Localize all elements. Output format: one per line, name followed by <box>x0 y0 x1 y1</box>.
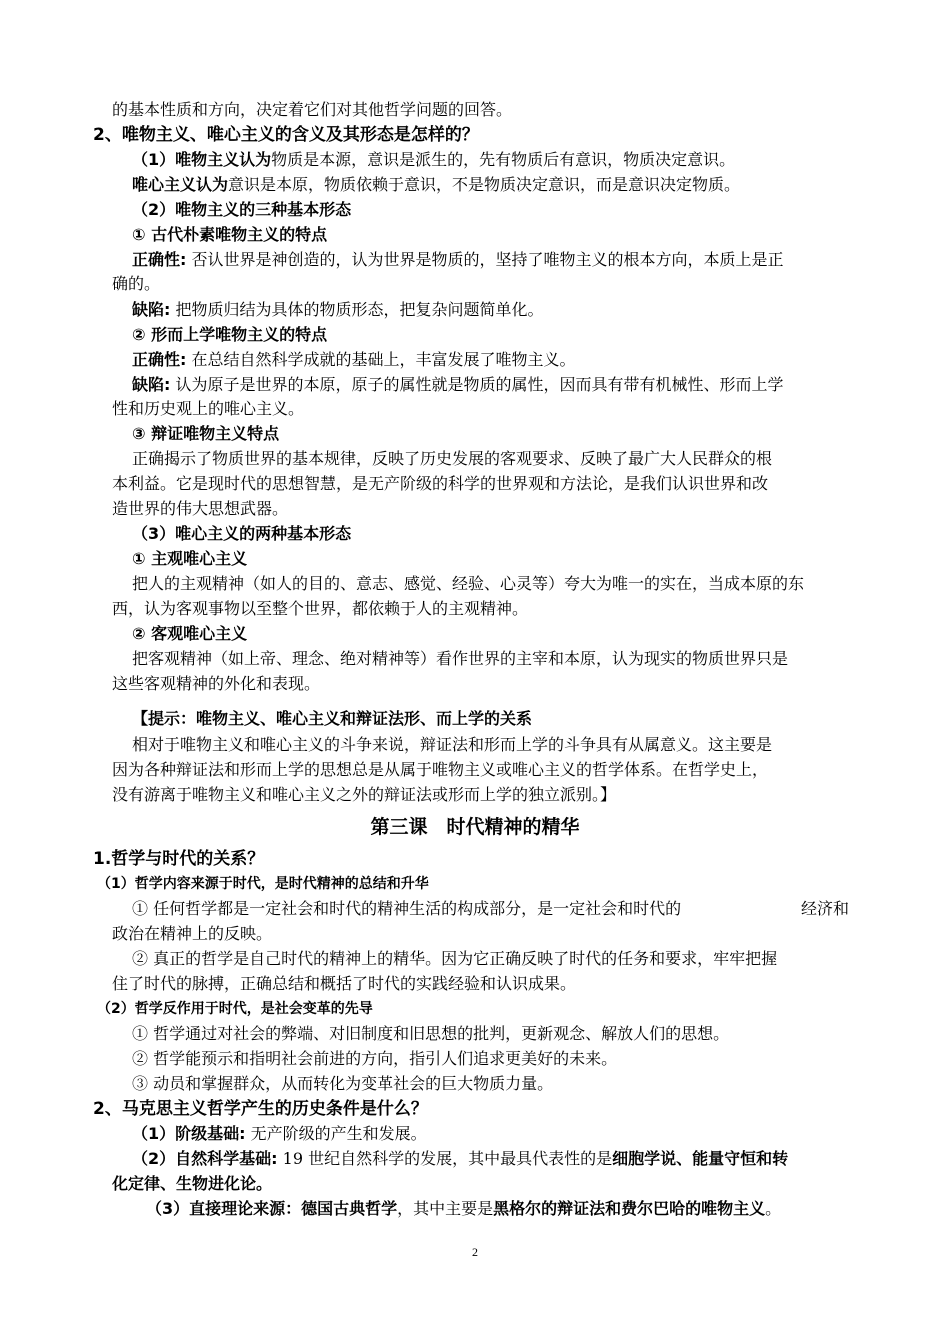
text-line: 因为各种辩证法和形而上学的思想总是从属于唯物主义或唯心主义的哲学体系。在哲学史上， <box>112 760 769 779</box>
sub-heading: （1）哲学内容来源于时代，是时代精神的总结和升华 <box>97 876 429 892</box>
term-label: （2）自然科学基础: <box>132 1149 278 1168</box>
sub-heading: （2）唯物主义的三种基本形态 <box>132 200 352 219</box>
sub-heading: ② 形而上学唯物主义的特点 <box>132 325 328 344</box>
text-line: 把人的主观精神（如人的目的、意志、感觉、经验、心灵等）夸大为唯一的实在，当成本原的东 <box>132 574 805 593</box>
term-label: 正确性: <box>132 350 187 369</box>
term-definition: 把物质归结为具体的物质形态，把复杂问题简单化。 <box>170 300 544 319</box>
text-line: 把客观精神（如上帝、理念、绝对精神等）看作世界的主宰和本原，认为现实的物质世界只是 <box>132 649 789 668</box>
sub-heading: ① 古代朴素唯物主义的特点 <box>132 225 328 244</box>
term-label: 正确性: <box>132 250 187 269</box>
text-segment: 经济和 <box>801 899 850 918</box>
text-line: 的基本性质和方向，决定着它们对其他哲学问题的回答。 <box>112 100 513 119</box>
sub-heading: ③ 辩证唯物主义特点 <box>132 424 280 443</box>
text-line <box>132 148 735 172</box>
question-heading: 2、唯物主义、唯心主义的含义及其形态是怎样的？ <box>93 125 479 145</box>
text-line <box>132 897 681 921</box>
term-label: （3）直接理论来源：德国古典哲学 <box>146 1199 398 1218</box>
text-line <box>132 373 784 397</box>
sub-heading: ① 主观唯心主义 <box>132 549 248 568</box>
text-line: 本利益。它是现时代的思想智慧，是无产阶级的科学的世界观和方法论，是我们认识世界和改 <box>112 474 769 493</box>
term-definition: 物质是本源，意识是派生的，先有物质后有意识，物质决定意识。 <box>271 150 736 169</box>
text-line <box>132 1122 427 1146</box>
text-line: ② 真正的哲学是自己时代的精神上的精华。因为它正确反映了时代的任务和要求，牢牢把握 <box>132 949 778 968</box>
emphasis-text: 化定律、生物进化论。 <box>112 1174 273 1193</box>
text-line <box>132 173 740 197</box>
text-line <box>132 1147 788 1171</box>
text-line: 这些客观精神的外化和表现。 <box>112 674 321 693</box>
text-segment: ，其中主要是 <box>397 1199 494 1218</box>
list-item: ② 哲学能预示和指明社会前进的方向，指引人们追求更美好的未来。 <box>132 1049 618 1068</box>
text-segment: 。 <box>765 1199 782 1218</box>
list-item: ① 哲学通过对社会的弊端、对旧制度和旧思想的批判，更新观念、解放人们的思想。 <box>132 1024 730 1043</box>
page-number: 2 <box>472 1245 478 1259</box>
lesson-title: 第三课 时代精神的精华 <box>370 816 580 838</box>
term-definition: 19 世纪自然科学的发展，其中最具代表性的是 <box>277 1149 613 1168</box>
text-line: 性和历史观上的唯心主义。 <box>112 399 305 418</box>
question-heading: 2、马克思主义哲学产生的历史条件是什么？ <box>93 1099 428 1119</box>
text-line: 确的。 <box>112 274 161 293</box>
text-line: 相对于唯物主义和唯心主义的斗争来说，辩证法和形而上学的斗争具有从属意义。这主要是 <box>132 735 773 754</box>
emphasis-text: 细胞学说、能量守恒和转 <box>612 1149 789 1168</box>
text-line: 西，认为客观事物以至整个世界，都依赖于人的主观精神。 <box>112 599 529 618</box>
term-label: 缺陷: <box>132 300 171 319</box>
term-label: 缺陷: <box>132 375 171 394</box>
text-line: 住了时代的脉搏，正确总结和概括了时代的实践经验和认识成果。 <box>112 974 577 993</box>
list-item: ③ 动员和掌握群众，从而转化为变革社会的巨大物质力量。 <box>132 1074 554 1093</box>
text-line <box>132 248 784 272</box>
sub-heading: ② 客观唯心主义 <box>132 624 248 643</box>
term-definition: 无产阶级的产生和发展。 <box>245 1124 427 1143</box>
text-line <box>132 348 576 372</box>
text-segment: ① 任何哲学都是一定社会和时代的精神生活的构成部分，是一定社会和时代的 <box>132 899 682 918</box>
term-definition: 在总结自然科学成就的基础上，丰富发展了唯物主义。 <box>186 350 576 369</box>
emphasis-text: 黑格尔的辩证法和费尔巴哈的唯物主义 <box>493 1199 766 1218</box>
term-label: 唯心主义认为 <box>132 175 229 194</box>
sub-heading: （3）唯心主义的两种基本形态 <box>132 524 352 543</box>
text-line <box>132 298 544 322</box>
term-label: （1）阶级基础: <box>132 1124 246 1143</box>
term-definition: 认为原子是世界的本原，原子的属性就是物质的属性，因而具有带有机械性、形而上学 <box>170 375 784 394</box>
text-line <box>146 1197 781 1221</box>
question-heading: 1.哲学与时代的关系？ <box>93 849 265 869</box>
text-line: 造世界的伟大思想武器。 <box>112 499 289 518</box>
term-definition: 否认世界是神创造的，认为世界是物质的，坚持了唯物主义的根本方向，本质上是正 <box>186 250 784 269</box>
term-definition: 意识是本原，物质依赖于意识，不是物质决定意识，而是意识决定物质。 <box>228 175 741 194</box>
tip-heading: 【提示：唯物主义、唯心主义和辩证法形、而上学的关系 <box>132 709 533 728</box>
text-line: 正确揭示了物质世界的基本规律，反映了历史发展的客观要求、反映了最广大人民群众的根 <box>132 449 773 468</box>
text-line: 政治在精神上的反映。 <box>112 924 273 943</box>
term-label: （1）唯物主义认为 <box>132 150 272 169</box>
text-line: 没有游离于唯物主义和唯心主义之外的辩证法或形而上学的独立派别。】 <box>112 785 617 804</box>
sub-heading: （2）哲学反作用于时代，是社会变革的先导 <box>97 1001 373 1017</box>
